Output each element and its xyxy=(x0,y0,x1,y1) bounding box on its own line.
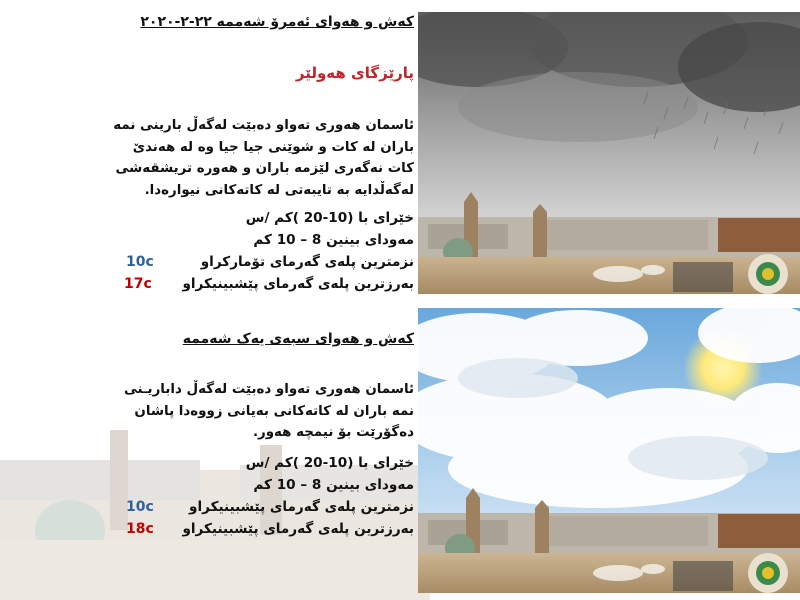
region-title: پارێزگای هەولێر xyxy=(295,64,414,82)
tomorrow-min-temp-row xyxy=(108,496,414,518)
tomorrow-details xyxy=(108,452,414,540)
today-visibility: مەودای بینین 8 – 10 کم xyxy=(253,232,414,248)
today-heading: کەش و هەوای ئەمرۆ شەممە ٢٢-٢-٢٠٢٠ xyxy=(140,14,414,30)
tomorrow-max-temp-row xyxy=(108,518,414,540)
today-forecast-section xyxy=(108,14,414,30)
tomorrow-min-temp-value: 10c xyxy=(126,499,154,515)
today-wind-speed: خێرای با (10-20 )کم /س xyxy=(245,210,414,226)
today-min-temp-value: 10c xyxy=(126,254,154,270)
tomorrow-max-temp-label: بەرزترین پلەی گەرمای پێشبینیکراو xyxy=(182,521,414,537)
today-max-temp-label: بەرزترین پلەی گەرمای پێشبینیکراو xyxy=(182,276,414,292)
tomorrow-wind-speed: خێرای با (10-20 )کم /س xyxy=(245,455,414,471)
tomorrow-max-temp-value: 18c xyxy=(126,521,154,537)
tomorrow-heading: کەش و هەوای سبەی یەک شەممە xyxy=(182,331,414,347)
today-details xyxy=(108,207,414,295)
tomorrow-min-temp-label: نزمترین پلەی گەرمای پێشبینیکراو xyxy=(189,499,414,515)
region-block xyxy=(108,64,414,82)
tomorrow-visibility: مەودای بینین 8 – 10 کم xyxy=(253,477,414,493)
today-description-block xyxy=(108,115,414,201)
bottom-cloudy-sunny-city-photo xyxy=(418,308,800,593)
today-description: ئاسمان هەوری تەواو دەبێت لەگەڵ بارینی نمە باران لە کات و شوێنی جیا جیا وە لە هەندێ کات نەگەری لێزمە باران و هەورە تریشقەشی لەگەڵدایە بە تایبەتی لە کاتەکانی نیوارەدا. xyxy=(113,118,414,198)
today-min-temp-label: نزمترین پلەی گەرمای تۆمارکراو xyxy=(200,254,414,270)
today-max-temp-row xyxy=(108,273,414,295)
top-rainy-city-photo xyxy=(418,12,800,294)
today-min-temp-row xyxy=(108,251,414,273)
tomorrow-forecast-section xyxy=(108,331,414,347)
tomorrow-description: ئاسمان هەوری تەواو دەبێت لەگەڵ داباریـنی نمە باران لە کاتەکانی بەیانی زووەدا پاشان دەگۆرێت بۆ نیمچە هەور. xyxy=(123,382,414,440)
today-max-temp-value: 17c xyxy=(124,276,152,292)
tomorrow-description-block xyxy=(108,379,414,444)
